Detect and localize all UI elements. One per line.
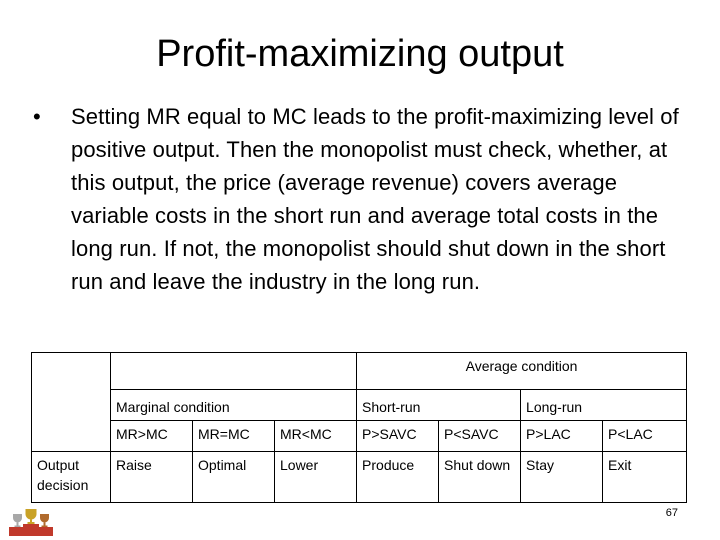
- short-run-header: Short-run: [357, 390, 521, 421]
- bullet-marker: •: [33, 104, 41, 129]
- decision-produce: Produce: [357, 452, 439, 503]
- blank-corner-cell: [32, 353, 111, 452]
- output-decision-table: [31, 352, 687, 503]
- gold-trophy-icon: [26, 509, 37, 524]
- decision-raise: Raise: [111, 452, 193, 503]
- case-mr-gt-mc: MR>MC: [111, 421, 193, 452]
- bullet-text: Setting MR equal to MC leads to the profit-maximizing level of positive output. Then the monopolist must check, whether, at this output, the price (average revenue) covers average variable costs in the short run and average total costs in the long run. If not, the monopolist should shut down in the short run and leave the industry in the long run.: [71, 104, 679, 294]
- bronze-trophy-icon: [40, 514, 49, 527]
- marginal-condition-header: Marginal condition: [111, 390, 357, 421]
- average-condition-header: Average condition: [357, 353, 687, 390]
- decision-optimal: Optimal: [193, 452, 275, 503]
- podium-shape: [9, 527, 53, 536]
- case-p-gt-lac: P>LAC: [521, 421, 603, 452]
- case-mr-eq-mc: MR=MC: [193, 421, 275, 452]
- page-number: 67: [665, 507, 678, 519]
- long-run-header: Long-run: [521, 390, 687, 421]
- blank-header-cell: [111, 353, 357, 390]
- case-mr-lt-mc: MR<MC: [275, 421, 357, 452]
- trophy-podium-icon: [6, 508, 56, 538]
- decision-stay: Stay: [521, 452, 603, 503]
- decision-lower: Lower: [275, 452, 357, 503]
- silver-trophy-icon: [13, 514, 22, 527]
- decision-shut-down: Shut down: [439, 452, 521, 503]
- bullet-item: [33, 100, 693, 298]
- output-decision-label: Output decision: [32, 452, 111, 503]
- decision-exit: Exit: [603, 452, 687, 503]
- case-p-gt-savc: P>SAVC: [357, 421, 439, 452]
- case-p-lt-lac: P<LAC: [603, 421, 687, 452]
- slide-title: Profit-maximizing output: [156, 33, 564, 75]
- case-p-lt-savc: P<SAVC: [439, 421, 521, 452]
